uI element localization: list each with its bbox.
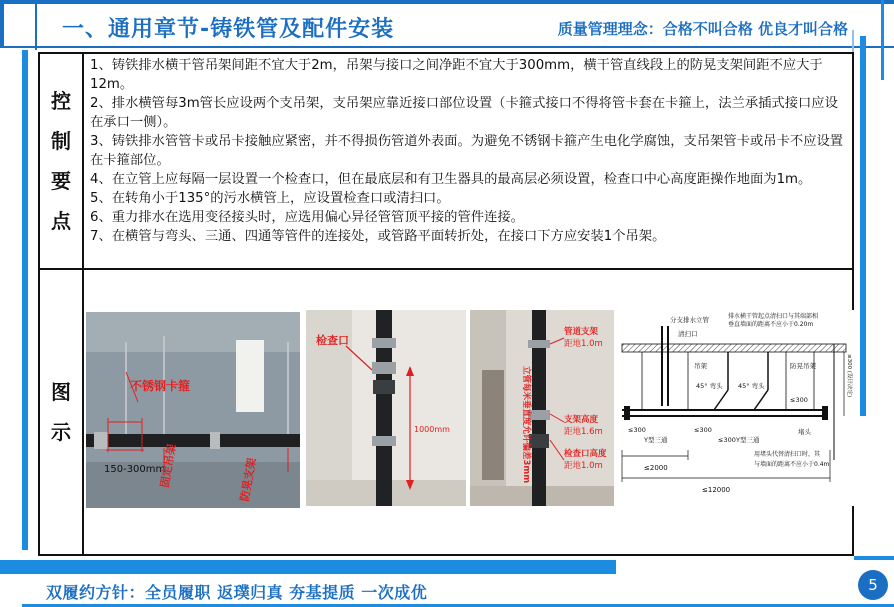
label-tee-2: Y型三通 — [736, 436, 760, 444]
page-title: 一、通用章节-铸铁管及配件安装 — [62, 17, 395, 42]
photo-riser-checkport — [306, 310, 466, 506]
quality-slogan: 质量管理理念：合格不叫合格 优良才叫合格 — [557, 20, 848, 38]
label-sway-hanger: 防晃吊架 — [790, 362, 816, 370]
label-dim-300a: ≤300 — [628, 426, 646, 434]
content-table — [38, 52, 854, 556]
left-divider-line — [35, 0, 37, 50]
photo-riser-support — [470, 310, 614, 506]
label-dim-300d: ≤300 — [790, 396, 808, 404]
label-char: 点 — [51, 209, 71, 233]
label-char: 要 — [51, 169, 71, 193]
label-vertical-tolerance: 立管每米垂直度允许偏差3mm — [521, 366, 531, 484]
label-note-bottom-1: 用堵头代替清扫口时，其 — [754, 451, 821, 458]
label-height: 1000mm — [414, 425, 450, 434]
page-number-badge: 5 — [858, 570, 888, 600]
control-points-label — [40, 54, 84, 268]
label-bracket: 支架高度 — [564, 415, 599, 425]
illustration-gallery — [86, 310, 852, 524]
control-item: 3、铸铁排水管管卡或吊卡接触应紧密，并不得损伤管道外表面。为避免不锈钢卡箍产生电化学腐蚀，支吊架管卡或吊卡不应设置在卡箍部位。 — [90, 134, 844, 168]
right-thin-bar — [881, 0, 884, 80]
label-dim-300b: ≤300 — [694, 426, 712, 434]
illustration-label — [40, 270, 84, 554]
illustration-row — [40, 270, 852, 554]
label-char: 制 — [51, 129, 71, 153]
control-points-list — [90, 56, 850, 246]
left-border-bar — [0, 0, 4, 48]
control-item: 6、重力排水在选用变径接头时，应选用偏心异径管管顶平接的管件连接。 — [90, 210, 524, 225]
label-hanger: 吊架 — [694, 362, 707, 370]
right-accent-bar — [860, 36, 866, 416]
control-item: 7、在横管与弯头、三通、四通等管件的连接处，或管路平面转折处，在接口下方应安装1个吊架。 — [90, 229, 666, 244]
label-dim-2000: ≤2000 — [644, 464, 668, 472]
label-fixed-hanger: 固定吊架 — [158, 442, 179, 489]
control-points-row — [40, 54, 852, 270]
label-dim-12000: ≤12000 — [702, 486, 731, 494]
top-border-bar — [0, 0, 894, 4]
label-char: 示 — [51, 420, 71, 444]
label-pipe-support: 管道支架 — [564, 327, 599, 337]
label-note-top-1: 排水横干管起点清扫口与其端部相 — [728, 313, 819, 320]
label-checkport-height: 检查口高度 — [564, 449, 607, 459]
label-distance: 150-300mm — [104, 464, 166, 475]
label-sway-brace: 防晃支架 — [238, 456, 259, 503]
photo-pipe-hangers — [86, 312, 300, 508]
label-elbow-2: 45° 弯头 — [738, 382, 765, 390]
bottom-right-bar — [854, 556, 894, 560]
label-checkport-distance: 距地1.0m — [564, 461, 603, 471]
control-item: 1、铸铁排水横干管吊架间距不宜大于2m，吊架与接口之间净距不宜大于300mm，横干管直线段上的防晃支架间距不应大于12m。 — [90, 58, 823, 92]
label-side-dim: ≤300 (设计决定) — [846, 354, 852, 398]
label-bracket-height: 距地1.6m — [564, 427, 603, 437]
label-tee-1: Y型三通 — [644, 436, 668, 444]
label-checkport: 检查口 — [316, 334, 349, 347]
control-item: 5、在转角小于135°的污水横管上，应设置检查口或清扫口。 — [90, 191, 450, 206]
bottom-accent-bar — [0, 560, 616, 574]
left-accent-bar — [22, 50, 28, 550]
installation-diagram — [618, 310, 854, 506]
label-branch-riser: 分支排水立管 — [670, 316, 709, 324]
header-divider-line — [0, 46, 894, 48]
label-clamp: 不锈钢卡箍 — [130, 379, 191, 393]
control-item: 2、排水横管每3m管长应设两个支吊架，支吊架应靠近接口部位设置（卡箍式接口不得将管卡套在卡箍上，法兰承插式接口应设在承口一侧）。 — [90, 96, 838, 130]
control-item: 4、在立管上应每隔一层设置一个检查口，但在最底层和有卫生器具的最高层必须设置，检查口中心高度距操作地面为1m。 — [90, 172, 812, 187]
label-cleanout: 清扫口 — [678, 330, 698, 338]
label-note-bottom-2: 与墙面的距离不应小于0.4m — [754, 461, 830, 468]
label-elbow-1: 45° 弯头 — [696, 382, 723, 390]
label-dim-300c: ≤300 — [718, 436, 736, 444]
label-plug: 堵头 — [798, 428, 811, 436]
footer-policy: 双履约方针：全员履职 返璞归真 夯基提质 一次成优 — [46, 583, 428, 602]
label-char: 图 — [51, 380, 71, 404]
label-note-top-2: 垂直墙面的距离不应小于0.20m — [728, 321, 814, 328]
label-char: 控 — [51, 89, 71, 113]
label-pipe-support-height: 距地1.0m — [564, 339, 603, 349]
